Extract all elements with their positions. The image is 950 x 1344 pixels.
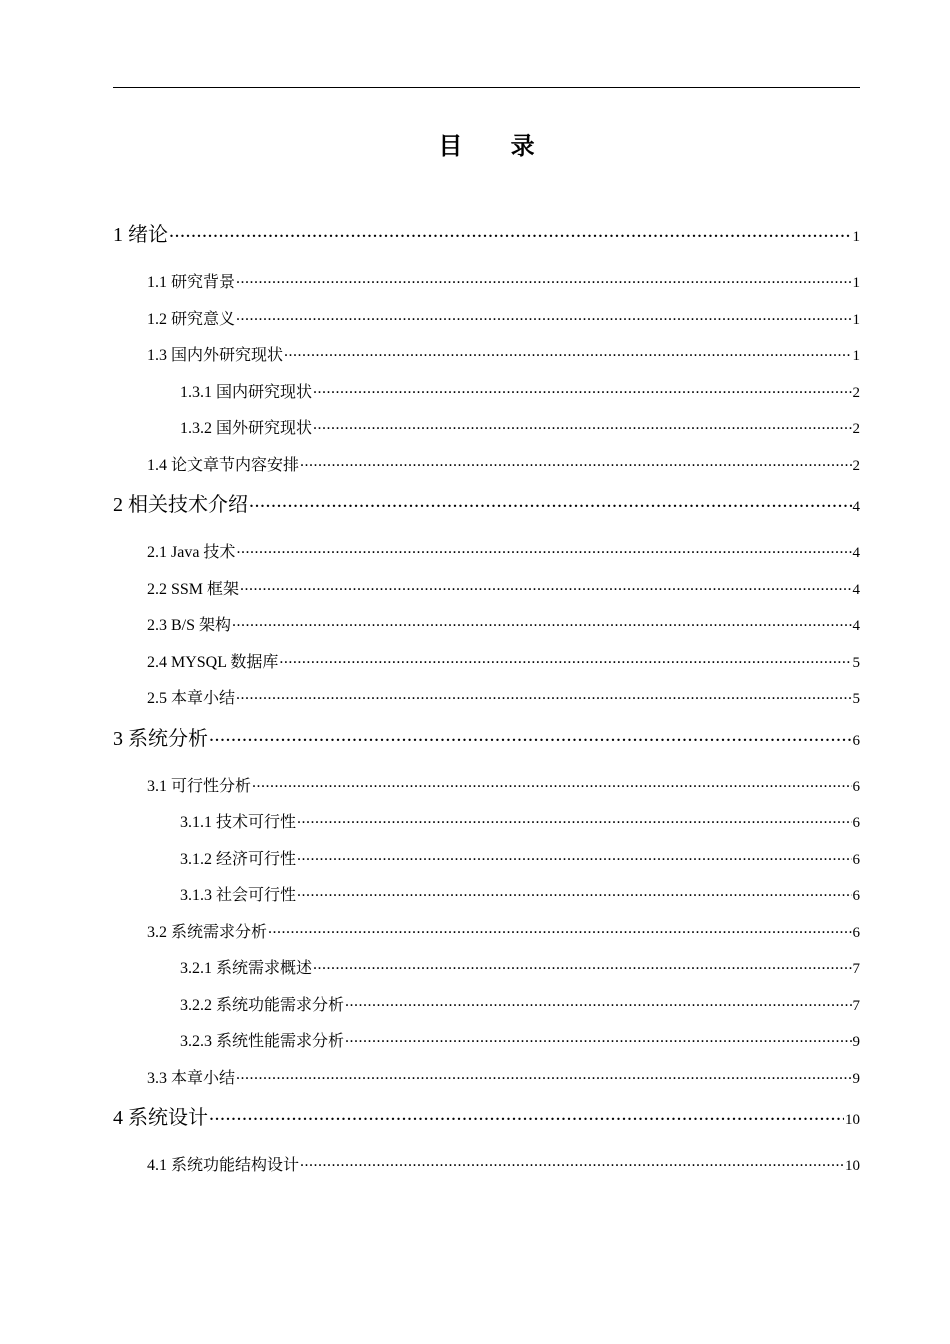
toc-page-number: 9 — [852, 1070, 860, 1087]
toc-entry-level-2[interactable] — [113, 1065, 860, 1102]
table-of-contents — [113, 218, 860, 1189]
toc-entry-level-2[interactable] — [113, 539, 860, 576]
toc-entry-text: 3.1.1 技术可行性 — [180, 814, 297, 831]
toc-page-number: 4 — [852, 618, 860, 634]
toc-dot-leader — [209, 725, 852, 745]
toc-dot-leader — [345, 1030, 851, 1046]
toc-entry-level-3[interactable] — [113, 415, 860, 452]
toc-entry-level-3[interactable] — [113, 1028, 860, 1065]
toc-entry-text: 2.3 B/S 架构 — [147, 617, 232, 634]
toc-page-number: 6 — [852, 888, 860, 904]
toc-dot-leader — [236, 271, 851, 287]
toc-page-number: 2 — [852, 421, 860, 437]
toc-entry-level-3[interactable] — [113, 846, 860, 883]
toc-dot-leader — [300, 454, 851, 470]
toc-entry-level-1[interactable] — [113, 488, 860, 525]
toc-entry-level-2[interactable] — [113, 576, 860, 613]
toc-dot-leader — [252, 775, 851, 791]
toc-entry-level-3[interactable] — [113, 955, 860, 992]
toc-dot-leader — [313, 957, 851, 973]
toc-dot-leader — [297, 884, 851, 900]
toc-dot-leader — [279, 651, 851, 667]
toc-entry-level-2[interactable] — [113, 649, 860, 686]
toc-dot-leader — [300, 1154, 844, 1170]
toc-page-number: 2 — [852, 384, 860, 401]
toc-entry-level-2[interactable] — [113, 306, 860, 343]
toc-dot-leader — [313, 381, 851, 397]
toc-page-number: 6 — [852, 851, 860, 868]
toc-dot-leader — [240, 578, 851, 594]
toc-page-number: 10 — [845, 1158, 860, 1174]
toc-entry-text: 3.3 本章小结 — [147, 1069, 236, 1087]
toc-entry-text: 3.1 可行性分析 — [147, 777, 252, 795]
toc-page-number: 9 — [852, 1034, 860, 1050]
toc-page-number: 7 — [852, 997, 860, 1014]
toc-page-number: 6 — [852, 815, 860, 831]
toc-entry-level-3[interactable] — [113, 992, 860, 1029]
toc-entry-text: 3.2.3 系统性能需求分析 — [180, 1033, 345, 1050]
toc-page-number: 6 — [852, 732, 860, 749]
toc-entry-level-2[interactable] — [113, 919, 860, 956]
toc-entry-text: 1 绪论 — [113, 224, 168, 246]
toc-page-number: 5 — [852, 654, 860, 671]
toc-dot-leader — [249, 491, 852, 511]
toc-dot-leader — [297, 848, 851, 864]
toc-page-number: 4 — [852, 545, 860, 561]
toc-page-number: 4 — [852, 581, 860, 598]
toc-entry-level-2[interactable] — [113, 773, 860, 810]
toc-entry-text: 1.1 研究背景 — [147, 274, 236, 291]
toc-title: 目 录 — [438, 132, 555, 160]
toc-entry-text: 1.3.1 国内研究现状 — [180, 383, 313, 401]
toc-page-number: 6 — [852, 778, 860, 795]
toc-entry-level-2[interactable] — [113, 685, 860, 722]
toc-page-number: 2 — [852, 457, 860, 474]
toc-entry-level-2[interactable] — [113, 612, 860, 649]
toc-entry-text: 3.2.2 系统功能需求分析 — [180, 996, 345, 1014]
toc-entry-level-1[interactable] — [113, 1101, 860, 1138]
toc-entry-text: 1.3.2 国外研究现状 — [180, 420, 313, 437]
toc-entry-text: 1.2 研究意义 — [147, 310, 236, 328]
toc-dot-leader — [313, 417, 851, 433]
toc-entry-text: 3.1.2 经济可行性 — [180, 850, 297, 868]
toc-entry-text: 3 系统分析 — [113, 727, 208, 750]
toc-entry-text: 1.4 论文章节内容安排 — [147, 456, 300, 474]
toc-entry-level-2[interactable] — [113, 1152, 860, 1189]
toc-entry-level-2[interactable] — [113, 452, 860, 489]
toc-entry-text: 3.2.1 系统需求概述 — [180, 960, 313, 977]
toc-page-number: 6 — [852, 924, 860, 941]
header-rule — [113, 87, 860, 88]
toc-entry-text: 2.5 本章小结 — [147, 690, 236, 707]
toc-entry-text: 2.2 SSM 框架 — [147, 580, 240, 598]
toc-entry-text: 2 相关技术介绍 — [113, 494, 248, 516]
toc-entry-level-3[interactable] — [113, 379, 860, 416]
toc-dot-leader — [284, 344, 851, 360]
toc-dot-leader — [236, 687, 851, 703]
toc-page-number: 1 — [852, 229, 860, 245]
toc-dot-leader — [209, 1104, 844, 1124]
toc-entry-level-1[interactable] — [113, 722, 860, 759]
toc-dot-leader — [169, 221, 852, 241]
toc-entry-text: 2.4 MYSQL 数据库 — [147, 653, 279, 671]
toc-entry-text: 4.1 系统功能结构设计 — [147, 1157, 300, 1174]
toc-entry-text: 2.1 Java 技术 — [147, 544, 236, 561]
toc-entry-text: 1.3 国内外研究现状 — [147, 347, 284, 364]
toc-page-number: 10 — [845, 1112, 860, 1128]
toc-entry-text: 3.2 系统需求分析 — [147, 923, 268, 941]
toc-entry-level-2[interactable] — [113, 342, 860, 379]
toc-entry-text: 4 系统设计 — [113, 1107, 208, 1129]
toc-entry-level-3[interactable] — [113, 809, 860, 846]
toc-dot-leader — [345, 994, 851, 1010]
toc-page-number: 4 — [852, 499, 860, 515]
toc-page-number: 1 — [852, 311, 860, 328]
toc-entry-level-3[interactable] — [113, 882, 860, 919]
toc-entry-text: 3.1.3 社会可行性 — [180, 887, 297, 904]
toc-dot-leader — [236, 308, 851, 324]
toc-dot-leader — [232, 614, 851, 630]
toc-dot-leader — [297, 811, 851, 827]
toc-entry-level-1[interactable] — [113, 218, 860, 255]
toc-page-number: 7 — [852, 961, 860, 977]
toc-page-number: 1 — [852, 348, 860, 364]
toc-page-number: 1 — [852, 275, 860, 291]
toc-page-number: 5 — [852, 691, 860, 707]
toc-entry-level-2[interactable] — [113, 269, 860, 306]
toc-dot-leader — [236, 541, 851, 557]
toc-dot-leader — [268, 921, 851, 937]
toc-dot-leader — [236, 1067, 851, 1083]
